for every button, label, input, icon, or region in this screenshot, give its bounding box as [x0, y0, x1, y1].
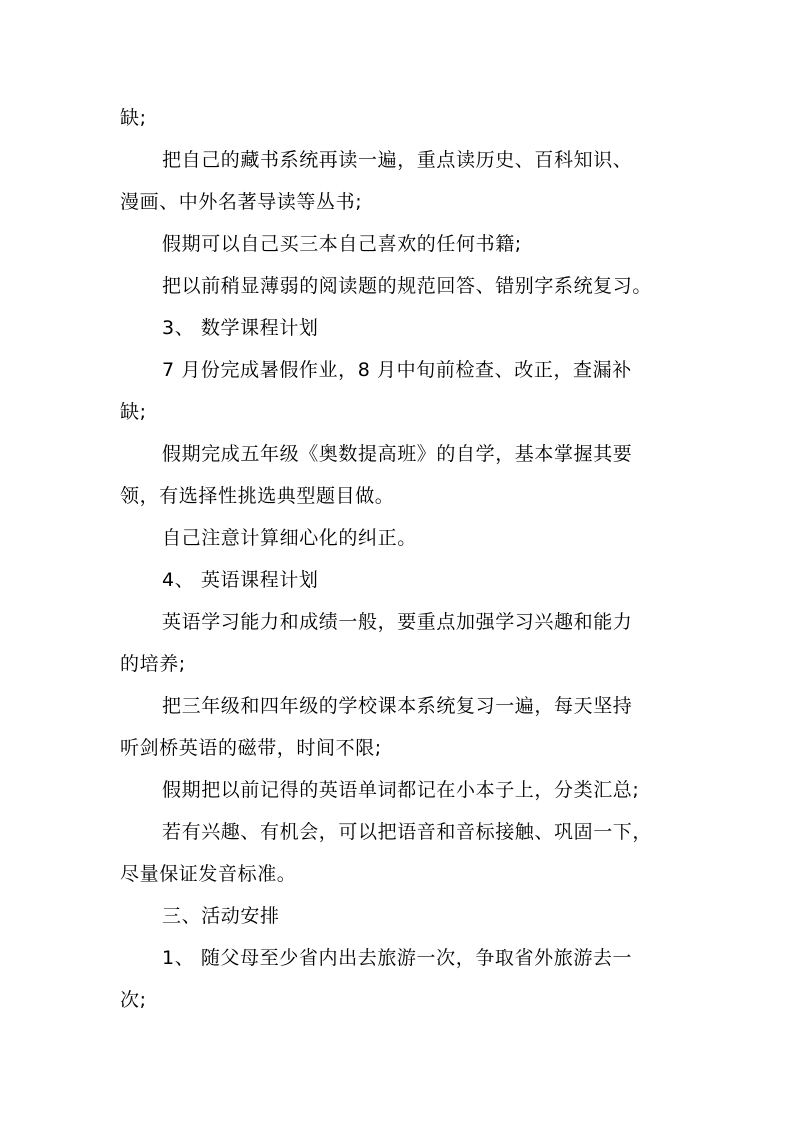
text-line: 把三年级和四年级的学校课本系统复习一遍，每天坚持: [162, 695, 633, 717]
text-line: 的培养;: [120, 653, 186, 675]
section-heading: 3、 数学课程计划: [162, 317, 319, 339]
text-line: 假期可以自己买三本自己喜欢的任何书籍;: [162, 233, 522, 255]
text-line: 7 月份完成暑假作业，8 月中旬前检查、改正，查漏补: [162, 359, 632, 381]
text-line: 缺;: [120, 401, 147, 423]
text-line: 把以前稍显薄弱的阅读题的规范回答、错别字系统复习。: [162, 275, 653, 297]
text-line: 假期完成五年级《奥数提高班》的自学，基本掌握其要: [162, 443, 633, 465]
text-line: 缺;: [120, 107, 147, 129]
text-line: 假期把以前记得的英语单词都记在小本子上，分类汇总;: [162, 779, 640, 801]
text-line: 自己注意计算细心化的纠正。: [162, 527, 417, 549]
text-line: 若有兴趣、有机会，可以把语音和音标接触、巩固一下，: [162, 821, 653, 843]
text-line: 尽量保证发音标准。: [120, 863, 297, 885]
text-line: 领，有选择性挑选典型题目做。: [120, 485, 395, 507]
text-line: 漫画、中外名著导读等丛书;: [120, 191, 363, 213]
text-line: 1、 随父母至少省内出去旅游一次，争取省外旅游去一: [162, 947, 633, 969]
text-line: 听剑桥英语的磁带，时间不限;: [120, 737, 382, 759]
section-heading: 4、 英语课程计划: [162, 569, 319, 591]
text-line: 英语学习能力和成绩一般，要重点加强学习兴趣和能力: [162, 611, 633, 633]
text-line: 次;: [120, 989, 147, 1011]
section-heading: 三、活动安排: [162, 905, 280, 927]
text-line: 把自己的藏书系统再读一遍，重点读历史、百科知识、: [162, 149, 633, 171]
